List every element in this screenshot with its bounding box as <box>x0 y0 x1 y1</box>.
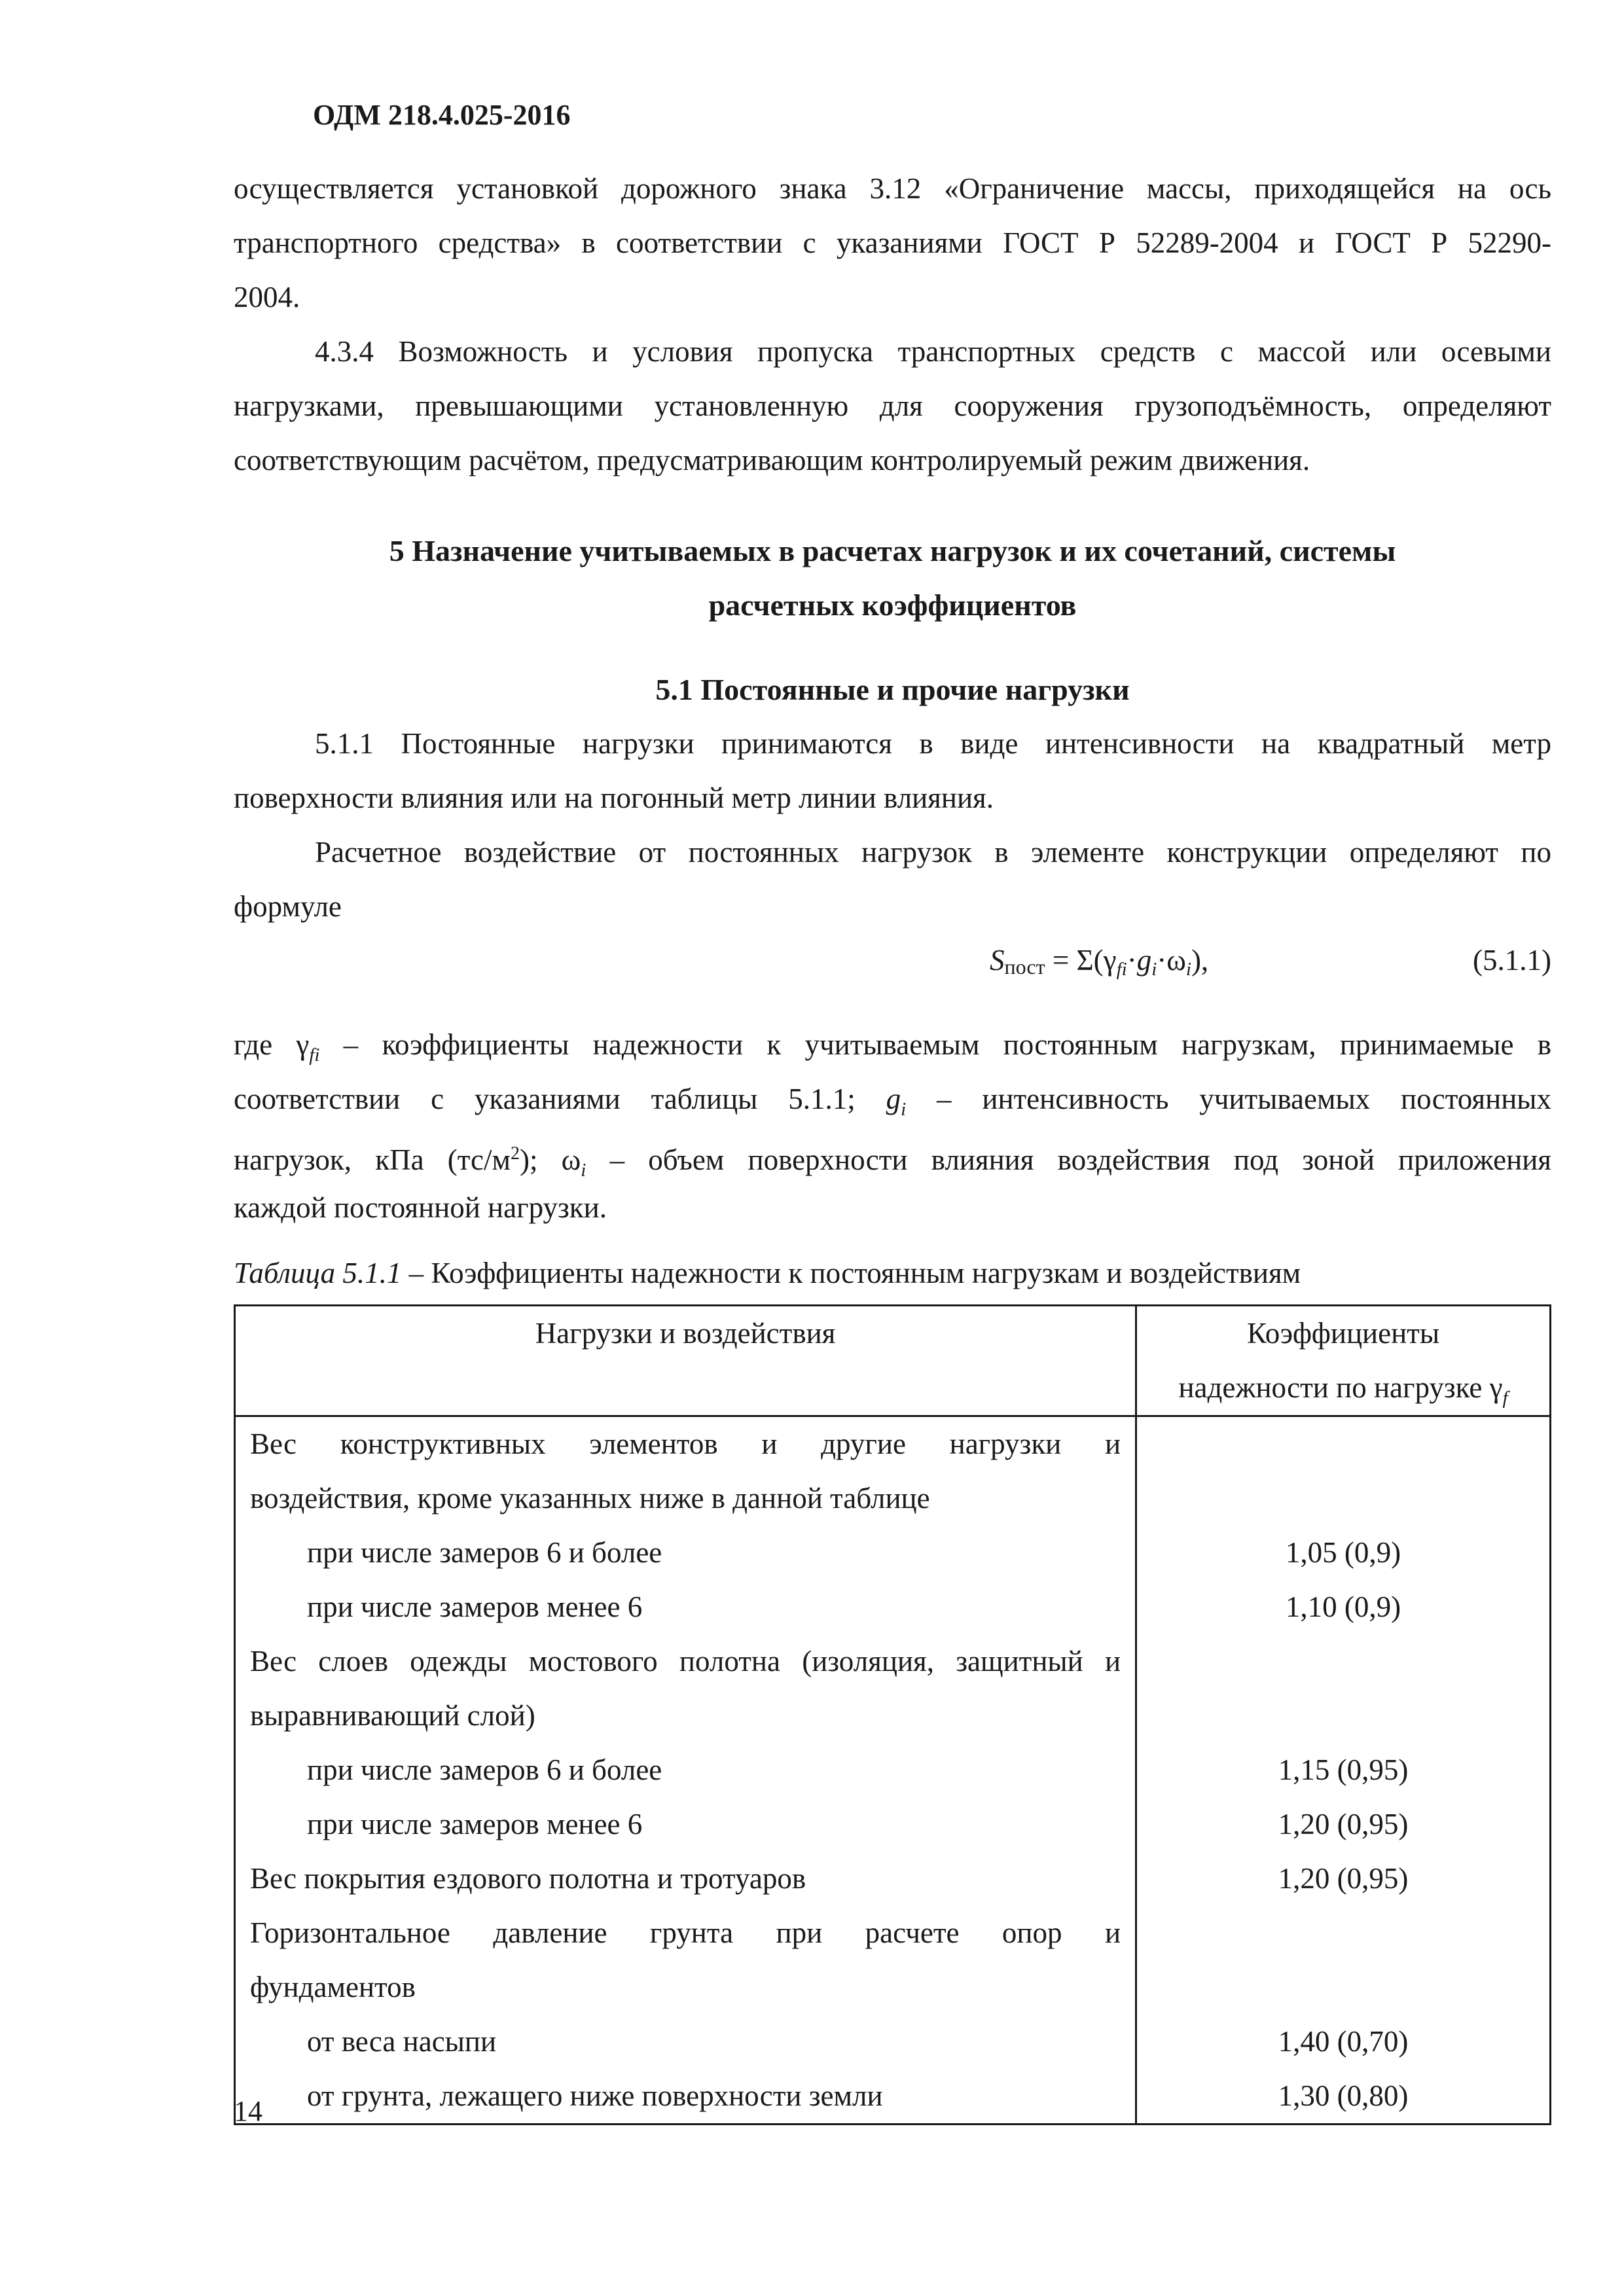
subscript: i <box>581 1160 586 1181</box>
text-line <box>234 1018 1551 1072</box>
table-row-text: от веса насыпи <box>307 2025 497 2058</box>
text-line: соответствующим расчётом, предусматривающим контролируемый режим движения. <box>234 444 1310 476</box>
formula-5-1-1 <box>990 933 1208 992</box>
table-caption-label: Таблица 5.1.1 <box>234 1257 402 1289</box>
formula-symbol: S <box>990 944 1005 977</box>
paragraph-continuation <box>234 162 1551 325</box>
table-row-value <box>1137 1689 1549 1743</box>
table-row-value: 1,20 (0,95) <box>1278 1808 1409 1840</box>
paragraph-calculation <box>234 825 1551 934</box>
table-row-text: при числе замеров 6 и более <box>307 1536 662 1569</box>
formula-symbol: g <box>1136 944 1152 977</box>
heading-line: расчетных коэффициентов <box>708 588 1077 622</box>
formula-text: · <box>1127 944 1137 977</box>
table-row-value <box>1137 1634 1549 1689</box>
header-text <box>1137 1361 1549 1415</box>
formula-subscript: пост <box>1004 955 1045 978</box>
header-text: Коэффициенты <box>1246 1317 1440 1350</box>
table-row-value: 1,40 (0,70) <box>1278 2025 1409 2058</box>
formula-text: ), <box>1191 944 1209 977</box>
document-code-header: ОДМ 218.4.025-2016 <box>313 99 571 131</box>
table-row-text: выравнивающий слой) <box>250 1699 535 1732</box>
table-row-value: 1,15 (0,95) <box>1278 1753 1409 1786</box>
column-header-coefficients <box>1136 1306 1551 1416</box>
text-line: осуществляется установкой дорожного знака 3.12 «Ограничение массы, приходящейся на ось <box>234 172 1551 205</box>
table-row-value <box>1137 1960 1549 2015</box>
formula-text: · <box>1157 944 1167 977</box>
text-line: нагрузками, превышающими установленную для сооружения грузоподъёмность, определяют <box>234 389 1551 422</box>
table-row-text: при числе замеров менее 6 <box>307 1590 643 1623</box>
formula-symbol: γ <box>1103 944 1117 977</box>
page-number: 14 <box>234 2095 262 2127</box>
formula-text: = Σ( <box>1045 944 1104 977</box>
section-5-1-title <box>234 662 1551 717</box>
text-fragment: соответствии с указаниями таблицы 5.1.1; <box>234 1083 886 1115</box>
table-row-value <box>1137 1471 1549 1526</box>
heading-line: 5.1 Постоянные и прочие нагрузки <box>655 673 1130 706</box>
formula-row <box>234 933 1551 988</box>
symbol: γ <box>296 1028 310 1061</box>
header-text: Нагрузки и воздействия <box>535 1317 836 1350</box>
table-row-value: 1,10 (0,9) <box>1285 1590 1401 1623</box>
table-row-value <box>1137 1906 1549 1960</box>
table-row-text: Вес слоев одежды мостового полотна (изоляция, защитный и <box>250 1645 1121 1677</box>
formula-subscript: fi <box>1116 959 1127 980</box>
heading-line: 5 Назначение учитываемых в расчетах нагрузок и их сочетаний, системы <box>389 534 1396 567</box>
text-line: 5.1.1 Постоянные нагрузки принимаются в виде интенсивности на квадратный метр <box>315 727 1551 760</box>
paragraph-where <box>234 1018 1551 1235</box>
table-caption-text: – Коэффициенты надежности к постоянным нагрузкам и воздействиям <box>401 1257 1301 1289</box>
text-line: поверхности влияния или на погонный метр линии влияния. <box>234 781 994 814</box>
superscript: 2 <box>510 1143 520 1164</box>
values-column <box>1136 1416 1551 2125</box>
table-row-text: Горизонтальное давление грунта при расчете опор и <box>250 1916 1121 1949</box>
text-line <box>234 1072 1551 1126</box>
formula-subscript: i <box>1151 959 1157 980</box>
table-row-text: воздействия, кроме указанных ниже в данной таблице <box>250 1482 930 1515</box>
text-line: 4.3.4 Возможность и условия пропуска транспортных средств с массой или осевыми <box>315 335 1551 368</box>
table-row-text: фундаментов <box>250 1971 416 2003</box>
column-header-loads <box>235 1306 1136 1416</box>
subscript: i <box>901 1099 907 1120</box>
coefficients-table <box>234 1304 1551 2125</box>
loads-column <box>235 1416 1136 2125</box>
text-line: формуле <box>234 890 342 923</box>
text-fragment: ); ω <box>519 1143 581 1176</box>
paragraph-4-3-4 <box>234 325 1551 488</box>
text-fragment: нагрузок, кПа (тс/м <box>234 1143 511 1176</box>
table-row-text: от грунта, лежащего ниже поверхности земли <box>307 2079 883 2112</box>
table-row-text: при числе замеров 6 и более <box>307 1753 662 1786</box>
text-fragment: – интенсивность учитываемых постоянных <box>906 1083 1552 1115</box>
table-row-value: 1,05 (0,9) <box>1285 1536 1401 1569</box>
table-header-row <box>235 1306 1551 1416</box>
text-fragment: где <box>234 1028 297 1061</box>
paragraph-5-1-1 <box>234 717 1551 825</box>
section-5-title <box>234 524 1551 632</box>
text-line <box>234 1126 1551 1181</box>
formula-subscript: i <box>1185 959 1191 980</box>
text-line: Расчетное воздействие от постоянных нагрузок в элементе конструкции определяют по <box>315 836 1551 869</box>
header-subscript: f <box>1502 1388 1508 1408</box>
text-fragment: – объем поверхности влияния воздействия под зоной приложения <box>586 1143 1552 1176</box>
symbol: g <box>886 1083 901 1115</box>
subscript: fi <box>309 1045 320 1066</box>
table-row-text: Вес конструктивных элементов и другие нагрузки и <box>250 1427 1121 1460</box>
table-body-row <box>235 1416 1551 2125</box>
table-row-value: 1,30 (0,80) <box>1278 2079 1409 2112</box>
table-row-text: при числе замеров менее 6 <box>307 1808 643 1840</box>
text-line: каждой постоянной нагрузки. <box>234 1191 607 1224</box>
text-line: 2004. <box>234 281 300 314</box>
table-row-value <box>1137 1417 1549 1471</box>
text-line: транспортного средства» в соответствии с указаниями ГОСТ Р 52289-2004 и ГОСТ Р 52290- <box>234 226 1551 259</box>
table-caption <box>234 1246 1301 1300</box>
table-row-value: 1,20 (0,95) <box>1278 1862 1409 1895</box>
table-row-text: Вес покрытия ездового полотна и тротуаров <box>250 1862 806 1895</box>
equation-number: (5.1.1) <box>1473 944 1551 977</box>
text-fragment: – коэффициенты надежности к учитываемым постоянным нагрузкам, принимаемые в <box>319 1028 1551 1061</box>
header-text-fragment: надежности по нагрузке γ <box>1178 1371 1503 1404</box>
formula-symbol: ω <box>1166 944 1186 977</box>
